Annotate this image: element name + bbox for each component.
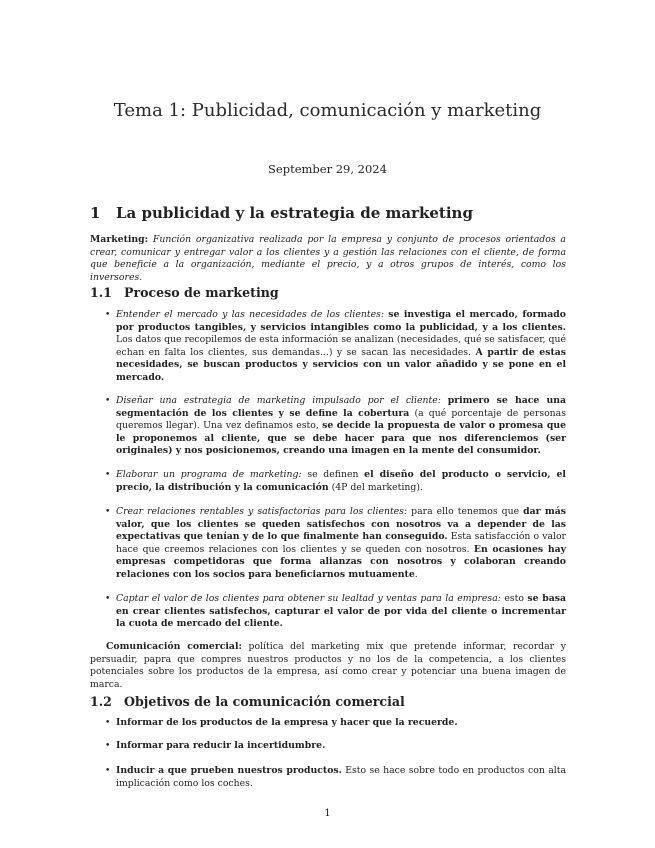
document-date: September 29, 2024 (268, 162, 387, 176)
section-title: Proceso de marketing (124, 285, 279, 300)
section-1-2-heading (90, 693, 405, 711)
item-text: (4P del marketing). (331, 481, 423, 493)
bullet-icon: • (105, 310, 111, 320)
bullet-icon: • (105, 718, 111, 728)
list-item (105, 593, 566, 631)
bullet-icon: • (105, 507, 111, 517)
section-1-1-heading (90, 284, 279, 302)
comunicacion-definition (90, 641, 566, 691)
item-text: se definen (307, 469, 359, 480)
item-text: para ello tenemos que (411, 506, 520, 517)
list-item (105, 717, 566, 730)
bullet-icon: • (105, 741, 111, 751)
section-number: 1.1 (90, 285, 112, 300)
section-number: 1 (90, 204, 101, 222)
bullet-icon: • (105, 396, 111, 406)
bullet-icon: • (105, 766, 111, 776)
definition-term: Comunicación comercial: (106, 641, 242, 652)
list-item (105, 765, 566, 790)
item-lead: Captar el valor de los clientes para obtener su lealtad y ventas para la empresa: (116, 593, 501, 604)
item-bold: Informar de los productos de la empresa y hacer que la recuerde. (116, 717, 458, 728)
definition-text: política del marketing mix que pretende informar, recordar y persuadir, papra que compres nuestros productos y no los de la competencia, a los clientes potenciales sobre los productos de la empresa, así como crear y potenciar una buena imagen de marca. (90, 641, 566, 690)
section-1-heading (90, 202, 473, 224)
item-text: Esto se hace sobre todo en productos con alta implicación como los coches. (116, 765, 566, 789)
item-text: Los datos que recopilemos de esta información se analizan (necesidades, qué se satisfacer, qué echan en falta los clientes, sus demandas...) y se sacan las necesidades. (116, 334, 566, 358)
item-bold: primero se hace una segmentación de los clientes y se define la cobertura (116, 395, 566, 419)
list-item (105, 506, 567, 582)
list-item (105, 740, 566, 753)
page-number: 1 (324, 808, 331, 819)
item-bold: se basa en crear clientes satisfechos, capturar el valor de por vida del cliente o incrementar la cuota de mercado del cliente. (116, 593, 566, 630)
list-item (105, 309, 566, 385)
item-bold: se investiga el mercado, formado por productos tangibles, y servicios intangibles como la publicidad, y a los clientes. (116, 309, 566, 333)
definition-text: Función organizativa realizada por la empresa y conjunto de procesos orientados a crear, comunicar y entregar valor a los clientes y a gestión las relaciones con el cliente, de forma que beneficie a la organización, mediante el precio, y a otros grupos de interés, como los inversores. (90, 234, 566, 283)
marketing-definition (90, 234, 566, 284)
list-item (105, 469, 566, 494)
item-bold: Inducir a que prueben nuestros productos. (116, 765, 342, 776)
item-bold: Informar para reducir la incertidumbre. (116, 740, 326, 751)
section-title: Objetivos de la comunicación comercial (124, 694, 405, 709)
section-number: 1.2 (90, 694, 112, 709)
item-bold: el diseño del producto o servicio, el precio, la distribución y la comunicación (116, 469, 566, 493)
item-bold: A partir de estas necesidades, se buscan productos y servicios con un valor añadido y se pone en el mercado. (116, 346, 566, 383)
definition-term: Marketing: (90, 234, 149, 245)
item-lead: Diseñar una estrategia de marketing impulsado por el cliente: (116, 395, 441, 406)
document-title: Tema 1: Publicidad, comunicación y marketing (113, 100, 542, 121)
item-bold: se decide la propuesta de valor o promesa que le proponemos al cliente, que se debe hacer para que nos diferenciemos (ser originales) y nos posicionemos, creando una imagen en la mente del consumidor. (116, 420, 567, 457)
item-bold: dar más valor, que los clientes se queden satisfechos con nosotros va a depender de las expectativas que tenían y de lo que finalmente han conseguido. (116, 506, 566, 543)
item-text: esto (504, 593, 524, 604)
item-bold: En ocasiones hay empresas competidoras que forma alianzas con nosotros y colaboran creando relaciones con los socios para beneficiarnos mutuamente (116, 543, 566, 580)
item-text: . (414, 568, 418, 580)
section-title: La publicidad y la estrategia de marketing (116, 204, 473, 222)
item-lead: Crear relaciones rentables y satisfactorias para los clientes: (116, 506, 408, 517)
item-lead: Elaborar un programa de marketing: (116, 469, 302, 480)
item-text: (a qué porcentaje de personas queremos llegar). Una vez definamos esto, (116, 407, 566, 432)
bullet-icon: • (105, 470, 111, 480)
list-item (105, 395, 567, 458)
bullet-icon: • (105, 594, 111, 604)
item-lead: Entender el mercado y las necesidades de los clientes: (116, 309, 385, 320)
item-text: Esta satisfacción o valor hace que creemos relaciones con los clientes y se queden con nosotros. (116, 531, 567, 555)
